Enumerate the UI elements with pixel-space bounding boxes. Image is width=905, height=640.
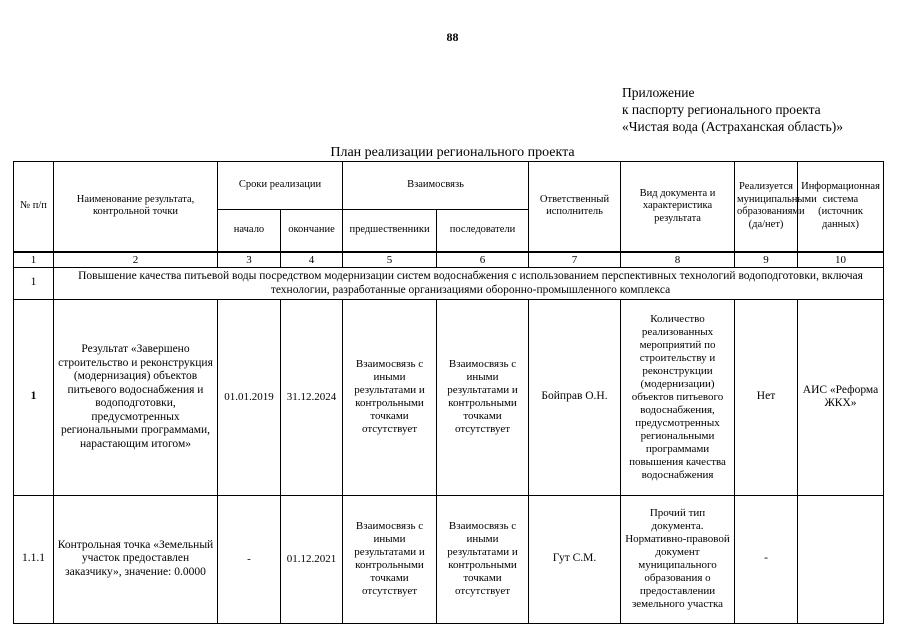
appendix-line-3: «Чистая вода (Астраханская область)» [622, 119, 843, 134]
row-responsible: Гут С.М. [529, 495, 621, 623]
column-number: 6 [437, 252, 529, 268]
plan-table [13, 161, 884, 624]
header-relation: Взаимосвязь [343, 162, 529, 210]
appendix-line-2: к паспорту регионального проекта [622, 102, 821, 117]
appendix-line-1: Приложение [622, 85, 695, 100]
row-doc-type: Прочий тип документа. Нормативно-правовой документ муниципального образования о предоставлении земельного участка [621, 495, 735, 623]
header-terms: Сроки реализации [218, 162, 343, 210]
row-num: 1 [14, 299, 54, 495]
column-number: 5 [343, 252, 437, 268]
header-start: начало [218, 210, 281, 252]
column-number: 10 [798, 252, 884, 268]
row-name: Контрольная точка «Земельный участок предоставлен заказчику», значение: 0.0000 [54, 495, 218, 623]
header-doc-type: Вид документа и характеристика результата [621, 162, 735, 252]
row-predecessors: Взаимосвязь с иными результатами и контрольными точками отсутствует [343, 299, 437, 495]
column-number: 7 [529, 252, 621, 268]
header-responsible: Ответственный исполнитель [529, 162, 621, 252]
row-info-system: АИС «Реформа ЖКХ» [798, 299, 884, 495]
section-num: 1 [14, 267, 54, 299]
row-doc-type: Количество реализованных мероприятий по строительству и реконструкции (модернизации) объектов питьевого водоснабжения, предусмотренных региональными программами повышения качества водоснабжения [621, 299, 735, 495]
row-municipal: - [735, 495, 798, 623]
column-number: 2 [54, 252, 218, 268]
header-num: № п/п [14, 162, 54, 252]
header-end: окончание [281, 210, 343, 252]
page-number: 88 [446, 30, 459, 44]
row-end: 01.12.2021 [281, 495, 343, 623]
appendix-block [622, 84, 843, 135]
column-number: 8 [621, 252, 735, 268]
row-predecessors: Взаимосвязь с иными результатами и контрольными точками отсутствует [343, 495, 437, 623]
row-start: 01.01.2019 [218, 299, 281, 495]
row-end: 31.12.2024 [281, 299, 343, 495]
row-start: - [218, 495, 281, 623]
column-number: 9 [735, 252, 798, 268]
header-successors: последователи [437, 210, 529, 252]
section-text: Повышение качества питьевой воды посредством модернизации систем водоснабжения с использованием перспективных технологий водоподготовки, включая технологии, разработанные организациями оборонно-промышленного комплекса [54, 267, 884, 299]
row-successors: Взаимосвязь с иными результатами и контрольными точками отсутствует [437, 299, 529, 495]
header-info-system: Информационная система (источник данных) [798, 162, 884, 252]
row-num: 1.1.1 [14, 495, 54, 623]
header-municipal: Реализуется муниципальными образованиями (да/нет) [735, 162, 798, 252]
row-successors: Взаимосвязь с иными результатами и контрольными точками отсутствует [437, 495, 529, 623]
column-number: 1 [14, 252, 54, 268]
header-predecessors: предшественники [343, 210, 437, 252]
row-responsible: Бойправ О.Н. [529, 299, 621, 495]
header-name: Наименование результата, контрольной точки [54, 162, 218, 252]
row-name: Результат «Завершено строительство и реконструкция (модернизация) объектов питьевого водоснабжения и водоподготовки, предусмотренных региональными программами, нарастающим итогом» [54, 299, 218, 495]
row-info-system [798, 495, 884, 623]
row-municipal: Нет [735, 299, 798, 495]
column-number: 4 [281, 252, 343, 268]
column-number: 3 [218, 252, 281, 268]
plan-title: План реализации регионального проекта [330, 145, 575, 160]
